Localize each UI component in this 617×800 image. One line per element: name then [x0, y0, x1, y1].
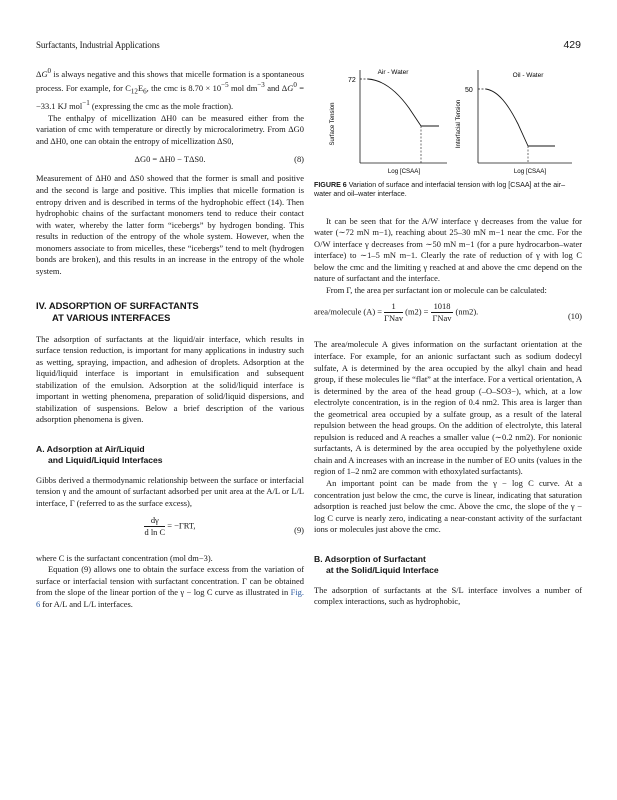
paragraph-adsorption-intro: The adsorption of surfactants at the liquid/air interface, which results in surface tension reduction, is important for many applications in industry such as wetting, spraying, impaction, and adhesion of droplets. Adsorption at the liquid/liquid interface is important in emulsification and subsequent stabilization of the emulsion. Adsorption at the solid/liquid interface is important in wetting phenomena, preparation of solid/liquid dispersions, and stabilization of suspensions. Below a brief description of the various adsorption phenomena is given.: [36, 333, 304, 425]
paragraph-gibbs: Gibbs derived a thermodynamic relationship between the surface or interfacial tension γ and the amount of surfactant adsorbed per unit area at the A/L or L/L interface, Γ (referred to as the surface excess),: [36, 474, 304, 508]
equation-10-fraction-1-denominator: ΓNav: [384, 313, 404, 324]
equation-9-rhs: = −ΓRT,: [167, 519, 196, 530]
subsection-heading-b-line1: B. Adsorption of Surfactant: [314, 553, 426, 564]
paragraph-area-molecule: The area/molecule A gives information on the surfactant orientation at the interface. For example, for an anionic surfactant such as sodium dodecyl sulfate, A is determined by the area occupied by the alkyl chain and head group, if these molecules lie “flat” at the interface. For a vertical orientation, A is determined by the area of the head group (–O–SO3−), which, at a low electrolyte concentration, is in the region of 0.4 nm2. This area is larger than the geometrical area occupied by a sulfate group, as a result of the lateral repulsion between the head groups. On the addition of electrolyte, this lateral repulsion is reduced and A reaches a smaller value (∼0.2 nm2). For nonionic surfactants, A is determined by the area occupied by the polyethylene oxide chain and A increases with an increase in the number of EO units (values in the region of 1–2 nm2 are common with ethoxylated surfactants).: [314, 339, 582, 477]
left-plot-curve: [368, 79, 421, 126]
equation-10-fraction-2-numerator: 1018: [431, 301, 454, 313]
right-plot-ytick: 50: [465, 87, 473, 94]
equation-10-number: (10): [567, 311, 582, 322]
right-plot-ylabel: Interfacial Tension: [456, 99, 462, 149]
paragraph-important-point: An important point can be made from the γ − log C curve. At a concentration just below the cmc, the curve is linear, indicating that saturation adsorption is reached just below the cmc. Above the cmc, the slope of the γ − log C curve is nearly zero, indicating a near-constant activity of the surfactant ions or molecules just above the cmc.: [314, 477, 582, 535]
left-column: [36, 66, 304, 610]
equation-9-numerator: dγ: [144, 515, 165, 527]
equation-9: [36, 515, 304, 547]
section-heading-iv-line1: IV. ADSORPTION OF SURFACTANTS: [36, 300, 199, 312]
left-plot-ytick: 72: [348, 77, 356, 84]
section-heading-iv: [36, 300, 304, 323]
left-plot-title: Air - Water: [377, 69, 409, 76]
equation-10-lhs: area/molecule (A) =: [314, 306, 383, 317]
paragraph-where-c: where C is the surfactant concentration (mol dm−3).: [36, 552, 213, 563]
subsection-heading-a-line2: and Liquid/Liquid Interfaces: [48, 454, 163, 465]
figure-6-plots: [314, 66, 582, 176]
equation-10-fraction-1-numerator: 1: [384, 301, 403, 313]
equation-9-fraction: [144, 515, 165, 538]
right-plot-xlabel: Log [CSAA]: [513, 168, 547, 175]
subsection-heading-b: [314, 554, 582, 576]
paragraph-enthalpy: The enthalpy of micellization ΔH0 can be measured either from the variation of cmc with temperature or directly by microcalorimetry. From ΔG0 and ΔH0, one can obtain the entropy of micellization ΔS0,: [36, 112, 304, 146]
paragraph-area-intro: From Γ, the area per surfactant ion or molecule can be calculated:: [326, 284, 547, 295]
equation-10-fraction-1: [384, 301, 403, 324]
equation-8-number: (8): [294, 154, 304, 165]
running-title: Surfactants, Industrial Applications: [36, 40, 160, 50]
left-plot-ylabel-text: Surface Tension: [330, 102, 336, 146]
equation-10-middle: (m2) =: [405, 306, 429, 317]
equation-9-number: (9): [294, 524, 304, 535]
figure-6-caption-label: FIGURE 6: [314, 181, 347, 189]
equation-10: [314, 301, 582, 333]
paragraph-tension-values: It can be seen that for the A/W interface γ decreases from the value for water (∼72 mN m−1), reaching about 25–30 mN m−1 near the cmc. For the O/W interface γ decreases from ∼50 mN m−1 (for a pure hydrocarbon–water interface) to ∼1–5 mN m−1. Clearly the rate of reduction of γ with log C below the cmc and the limiting γ reached at and above the cmc depend on the nature of surfactant and the interface.: [314, 215, 582, 284]
paragraph-sl-adsorption: The adsorption of surfactants at the S/L interface involves a number of complex interactions, such as hydrophobic,: [314, 584, 582, 607]
paragraph-entropy: Measurement of ΔH0 and ΔS0 showed that the former is small and positive and the second is large and positive. This implies that micelle formation is entropy driven and is described in terms of the hydrophobic effect (14). Then hydrophobic chains of the surfactant monomers tend to reduce their contact with water, whereby the latter form “icebergs” by hydrogen bonding. This results in reduction of the entropy of the whole system. However, when the monomers associate to from micelles, these “icebergs” tend to melt (hydrogen bonds are broken), and this results in an increase in the entropy of the whole system.: [36, 173, 304, 276]
paragraph-equation-9-end: for A/L and L/L interfaces.: [42, 598, 133, 609]
right-plot-title: Oil - Water: [512, 72, 544, 79]
equation-9-denominator: d ln C: [144, 526, 166, 537]
equation-10-fraction-2-denominator: ΓNav: [432, 313, 452, 324]
figure-6: [314, 66, 582, 176]
equation-8: [36, 154, 304, 166]
figure-6-caption-text: Variation of surface and interfacial tension with log [CSAA] at the air–water and oil–water interface.: [314, 181, 566, 199]
right-column: [314, 66, 582, 608]
paragraph-equation-9-use: [36, 564, 304, 610]
figure-6-caption: [314, 181, 582, 200]
equation-10-end: (nm2).: [455, 306, 479, 317]
left-plot-xlabel: Log [CSAA]: [387, 168, 421, 175]
subsection-heading-b-line2: at the Solid/Liquid Interface: [326, 564, 439, 575]
figure-6-link[interactable]: Fig. 6: [36, 587, 304, 609]
subsection-heading-a-line1: A. Adsorption at Air/Liquid: [36, 443, 145, 454]
paragraph-delta-g: $\Delta G^0$ is always negative and this shows that micelle formation is a spontaneous process. For example, for $C_{12}E_6$, the cmc is $8.70 \times 10^{-5}$ mol $dm^{-3}$ and $\Delta G^0 = -33.1$ KJ mol$^{-1}$ (expressing the cmc as the mole fraction).: [36, 67, 304, 112]
equation-10-fraction-2: [431, 301, 454, 324]
equation-8-body: ΔG0 = ΔH0 − TΔS0.: [134, 154, 206, 165]
paragraph-equation-9-text: Equation (9) allows one to obtain the surface excess from the variation of surface or interfacial tension with surfactant concentration. Γ can be obtained from the slope of the linear portion of the γ − log C curve as illustrated in: [36, 564, 304, 598]
section-heading-iv-line2: AT VARIOUS INTERFACES: [52, 311, 171, 323]
subsection-heading-a: [36, 444, 304, 466]
right-plot-curve: [486, 89, 528, 146]
page-number: 429: [563, 39, 581, 51]
